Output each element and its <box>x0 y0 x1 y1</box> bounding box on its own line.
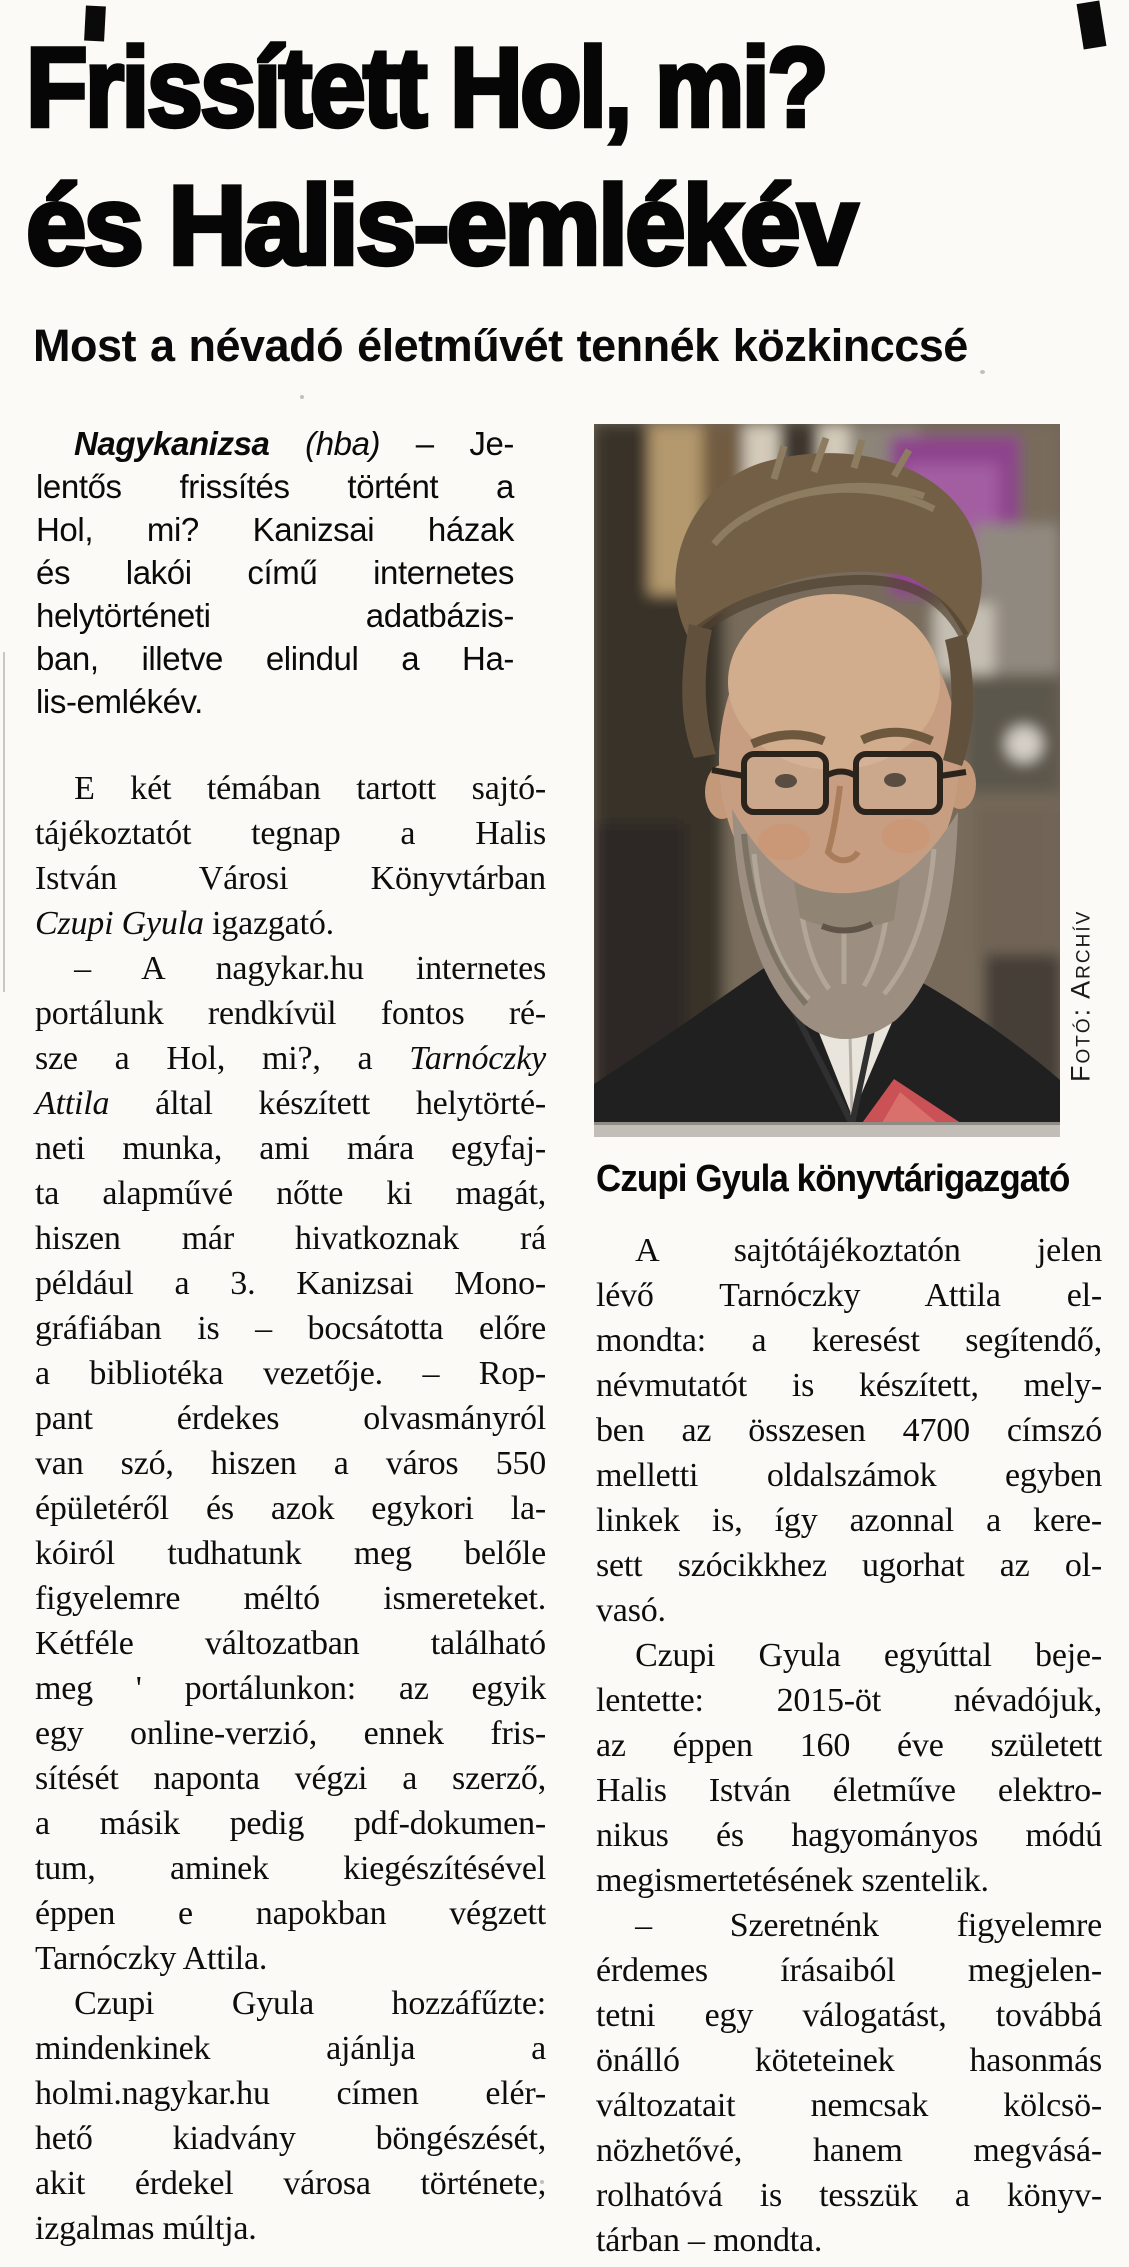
text-line: hető kiadvány böngészését, <box>35 2120 546 2157</box>
text-line: Hol, mi? Kanizsai házak <box>36 511 514 548</box>
text-line: portálunk rendkívül fontos ré- <box>35 995 546 1032</box>
text-line: linkek is, így azonnal a kere- <box>596 1502 1102 1539</box>
text-line: Czupi Gyula igazgató. <box>35 905 334 942</box>
article-right-column <box>596 1228 1102 2263</box>
text-line: A sajtótájékoztatón jelen <box>635 1232 1102 1269</box>
text-line: – A nagykar.hu internetes <box>74 950 546 987</box>
headline-line-2: és Halis-emlékév <box>26 163 856 288</box>
text-line: Kétféle változatban található <box>35 1625 546 1662</box>
text-line: István Városi Könyvtárban <box>35 860 546 897</box>
text-line: névmutatót is készített, mely- <box>596 1367 1102 1404</box>
photo-man <box>594 424 1060 1137</box>
text-line: például a 3. Kanizsai Mono- <box>35 1265 546 1302</box>
text-line: rolhatóvá is tesszük a könyv- <box>596 2177 1102 2214</box>
text-line: figyelemre méltó ismereteket. <box>35 1580 546 1617</box>
text-line: épületéről és azok egykori la- <box>35 1490 546 1527</box>
photo-credit: Fotó: Archív <box>1065 909 1096 1083</box>
article-left-column <box>35 766 546 2251</box>
text-line: sze a Hol, mi?, a Tarnóczky <box>35 1040 546 1077</box>
paper-speck <box>980 370 985 374</box>
text-line: mindenkinek ajánlja a <box>35 2030 546 2067</box>
text-line: Tarnóczky Attila. <box>35 1940 268 1977</box>
text-line: önálló köteteinek hasonmás <box>596 2042 1102 2079</box>
text-line: Czupi Gyula hozzáfűzte: <box>74 1985 546 2022</box>
scan-artifact-line <box>3 652 5 992</box>
subheadline: Most a névadó életművét tennék közkinccsé <box>33 320 968 371</box>
text-line: mondta: a keresést segítendő, <box>596 1322 1102 1359</box>
text-line: Czupi Gyula egyúttal beje- <box>635 1637 1102 1674</box>
text-line: Attila által készített helytörté- <box>35 1085 546 1122</box>
text-line: nözhetővé, hanem megvásá- <box>596 2132 1102 2169</box>
text-line: E két témában tartott sajtó- <box>74 770 546 807</box>
text-line: holmi.nagykar.hu címen elér- <box>35 2075 546 2112</box>
text-line: ben az összesen 4700 címszó <box>596 1412 1102 1449</box>
text-line: ta alapművé nőtte ki magát, <box>35 1175 546 1212</box>
text-line: tetni egy válogatást, továbbá <box>596 1997 1102 2034</box>
text-line: van szó, hiszen a város 550 <box>35 1445 546 1482</box>
text-line: az éppen 160 éve született <box>596 1727 1102 1764</box>
portrait-photo <box>594 424 1060 1137</box>
portrait-photo-art <box>594 424 1060 1137</box>
text-line: Nagykanizsa (hba) – Je- <box>73 425 514 462</box>
photo-caption: Czupi Gyula könyvtárigazgató <box>596 1158 1070 1200</box>
text-line: egy online-verzió, ennek fris- <box>35 1715 546 1752</box>
text-line: kóiról tudhatunk meg belőle <box>35 1535 546 1572</box>
text-line: a bibliotéka vezetője. – Rop- <box>35 1355 546 1392</box>
text-line: neti munka, ami mára egyfaj- <box>35 1130 546 1167</box>
text-line: tájékoztatót tegnap a Halis <box>35 815 546 852</box>
text-line: változatait nemcsak kölcsö- <box>596 2087 1102 2124</box>
text-line: hiszen már hivatkoznak rá <box>35 1220 546 1257</box>
text-line: vasó. <box>596 1592 666 1629</box>
text-line: a másik pedig pdf-dokumen- <box>35 1805 546 1842</box>
lead-paragraph <box>36 422 514 723</box>
text-line: lévő Tarnóczky Attila el- <box>596 1277 1102 1314</box>
text-line: – Szeretnénk figyelemre <box>635 1907 1102 1944</box>
text-line: sítését naponta végzi a szerző, <box>35 1760 546 1797</box>
text-line: megismertetésének szentelik. <box>596 1862 989 1899</box>
text-line: tum, aminek kiegészítésével <box>35 1850 546 1887</box>
text-line: lentős frissítés történt a <box>36 468 514 505</box>
text-line: éppen e napokban végzett <box>35 1895 546 1932</box>
text-line: izgalmas múltja. <box>35 2210 257 2247</box>
text-line: lis-emlékév. <box>36 683 203 720</box>
text-line: Halis István életműve elektro- <box>596 1772 1102 1809</box>
text-line: meg ' portálunkon: az egyik <box>35 1670 546 1707</box>
text-line: helytörténeti adatbázis- <box>36 597 514 634</box>
text-line: pant érdekes olvasmányról <box>35 1400 546 1437</box>
paper-speck <box>300 395 304 399</box>
headline-line-1: Frissített Hol, mi? <box>26 25 826 150</box>
text-line: nikus és hagyományos módú <box>596 1817 1102 1854</box>
text-line: ban, illetve elindul a Ha- <box>36 640 514 677</box>
text-line: gráfiában is – bocsátotta előre <box>35 1310 546 1347</box>
text-line: érdemes írásaiból megjelen- <box>596 1952 1102 1989</box>
text-line: tárban – mondta. <box>596 2222 823 2259</box>
text-line: akit érdekel városa története, <box>35 2165 546 2202</box>
text-line: lentette: 2015-öt névadójuk, <box>596 1682 1102 1719</box>
text-line: melletti oldalszámok egyben <box>596 1457 1102 1494</box>
text-line: sett szócikkhez ugorhat az ol- <box>596 1547 1102 1584</box>
scan-mark-top-right <box>1077 0 1107 49</box>
text-line: és lakói című internetes <box>36 554 514 591</box>
